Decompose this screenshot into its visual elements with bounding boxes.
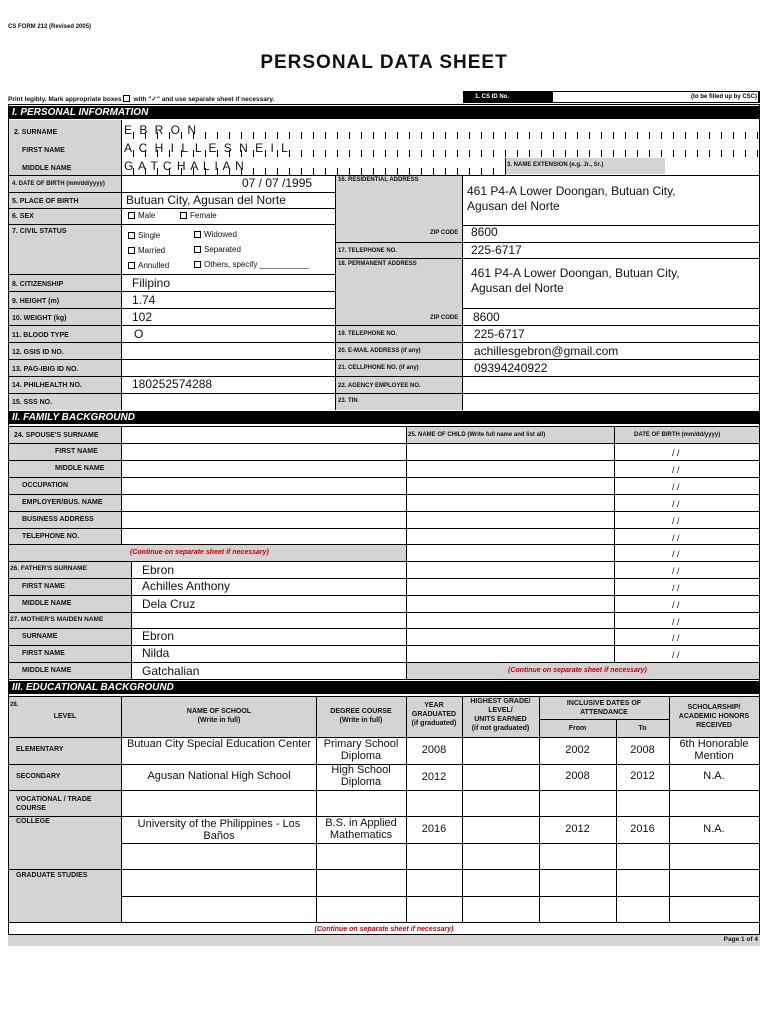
college-year[interactable]: 2016 [421, 823, 447, 835]
college-honors[interactable]: N.A. [703, 823, 725, 835]
section-family-title: II. FAMILY BACKGROUND [8, 411, 760, 424]
sec-year[interactable]: 2012 [421, 771, 447, 783]
checkmark-icon: ✓ [151, 96, 157, 103]
res-address-line2[interactable]: Agusan del Norte [467, 199, 560, 213]
sec-school[interactable]: Agusan National High School [147, 770, 291, 782]
csid-bar: 1. CS ID No. (to be filled up by CSC) [463, 91, 760, 103]
civil-annulled-option[interactable]: Annulled [128, 261, 169, 270]
checkbox-icon [128, 212, 135, 219]
tel1-value[interactable]: 225-6717 [471, 243, 522, 257]
sec-degree[interactable]: High School Diploma [331, 764, 391, 788]
name-ext-input[interactable] [665, 158, 758, 174]
checkbox-icon [194, 261, 201, 268]
page-number: Page 1 of 4 [723, 936, 758, 943]
perm-address-line2[interactable]: Agusan del Norte [471, 281, 564, 295]
tel2-value[interactable]: 225-6717 [474, 327, 525, 341]
college-to[interactable]: 2016 [630, 823, 655, 835]
continue-note-children: (Continue on separate sheet if necessary) [508, 667, 647, 674]
middlename-field[interactable]: G A T C H A L I A N [122, 158, 504, 175]
res-address-line1[interactable]: 461 P4-A Lower Doongan, Butuan City, [467, 184, 676, 198]
checkbox-icon [194, 246, 201, 253]
citizenship-value[interactable]: Filipino [132, 276, 171, 290]
elem-to[interactable]: 2008 [630, 744, 655, 756]
civil-single-option[interactable]: Single [128, 231, 160, 240]
height-value[interactable]: 1.74 [132, 293, 156, 307]
philhealth-value[interactable]: 180252574288 [132, 377, 213, 391]
perm-address-line1[interactable]: 461 P4-A Lower Doongan, Butuan City, [471, 266, 680, 280]
sex-male-option[interactable]: Male [128, 211, 155, 220]
form-code: CS FORM 212 (Revised 2005) [8, 24, 92, 30]
checkbox-icon [128, 247, 135, 254]
firstname-field[interactable]: A C H I L L E S N E I L [122, 140, 758, 157]
email-value[interactable]: achillesgebron@gmail.com [474, 344, 619, 358]
firstname-label: FIRST NAME [22, 147, 65, 154]
father-surname-value[interactable]: Ebron [142, 563, 175, 577]
elem-degree[interactable]: Primary School Diploma [323, 738, 399, 762]
instructions: Print legibly. Mark appropriate boxes with "✓" and use separate sheet if necessary. [8, 96, 275, 103]
pob-value[interactable]: Butuan City, Agusan del Norte [126, 193, 286, 207]
checkbox-sample-icon [123, 95, 130, 102]
perm-zip-value[interactable]: 8600 [473, 310, 500, 324]
section-personal-title: I. PERSONAL INFORMATION [8, 106, 760, 119]
sec-from[interactable]: 2008 [565, 770, 590, 782]
checkbox-icon [128, 262, 135, 269]
civil-widowed-option[interactable]: Widowed [194, 230, 237, 239]
college-from[interactable]: 2012 [565, 823, 590, 835]
mother-middlename-value[interactable]: Gatchalian [142, 664, 200, 678]
surname-label: 2. SURNAME [14, 129, 58, 136]
res-zip-value[interactable]: 8600 [471, 225, 498, 239]
elem-from[interactable]: 2002 [565, 744, 590, 756]
checkbox-icon [180, 212, 187, 219]
checkbox-icon [128, 232, 135, 239]
blood-value[interactable]: O [134, 327, 144, 341]
dob-value[interactable]: 07 / 07 /1995 [242, 176, 313, 190]
sec-honors[interactable]: N.A. [703, 770, 725, 782]
csid-input[interactable] [553, 92, 673, 102]
checkbox-icon [194, 231, 201, 238]
form-title: PERSONAL DATA SHEET [260, 52, 508, 73]
continue-note-education: (Continue on separate sheet if necessary) [314, 926, 454, 933]
college-school[interactable]: University of the Philippines - Los Baños [137, 818, 301, 842]
civil-married-option[interactable]: Married [128, 246, 165, 255]
name-ext-label: 3. NAME EXTENSION (e.g. Jr., Sr.) [507, 162, 604, 168]
sex-female-option[interactable]: Female [180, 211, 217, 220]
middlename-label: MIDDLE NAME [22, 165, 72, 172]
continue-note-spouse: (Continue on separate sheet if necessary) [130, 549, 269, 556]
cellphone-value[interactable]: 09394240922 [474, 361, 548, 375]
civil-others-option[interactable]: Others, specify ___________ [194, 260, 309, 269]
section-education-title: III. EDUCATIONAL BACKGROUND [8, 681, 760, 694]
civil-separated-option[interactable]: Separated [194, 245, 241, 254]
elem-honors[interactable]: 6th Honorable Mention [679, 738, 749, 762]
sec-to[interactable]: 2012 [630, 770, 655, 782]
mother-firstname-value[interactable]: Nilda [142, 646, 170, 660]
father-middlename-value[interactable]: Dela Cruz [142, 597, 196, 611]
college-degree[interactable]: B.S. in Applied Mathematics [325, 817, 397, 841]
surname-field[interactable]: E B R O N [122, 122, 758, 139]
elem-year[interactable]: 2008 [421, 744, 447, 756]
mother-surname-value[interactable]: Ebron [142, 629, 175, 643]
elem-school[interactable]: Butuan City Special Education Center [126, 738, 312, 750]
father-firstname-value[interactable]: Achilles Anthony [142, 579, 231, 593]
weight-value[interactable]: 102 [132, 310, 153, 324]
